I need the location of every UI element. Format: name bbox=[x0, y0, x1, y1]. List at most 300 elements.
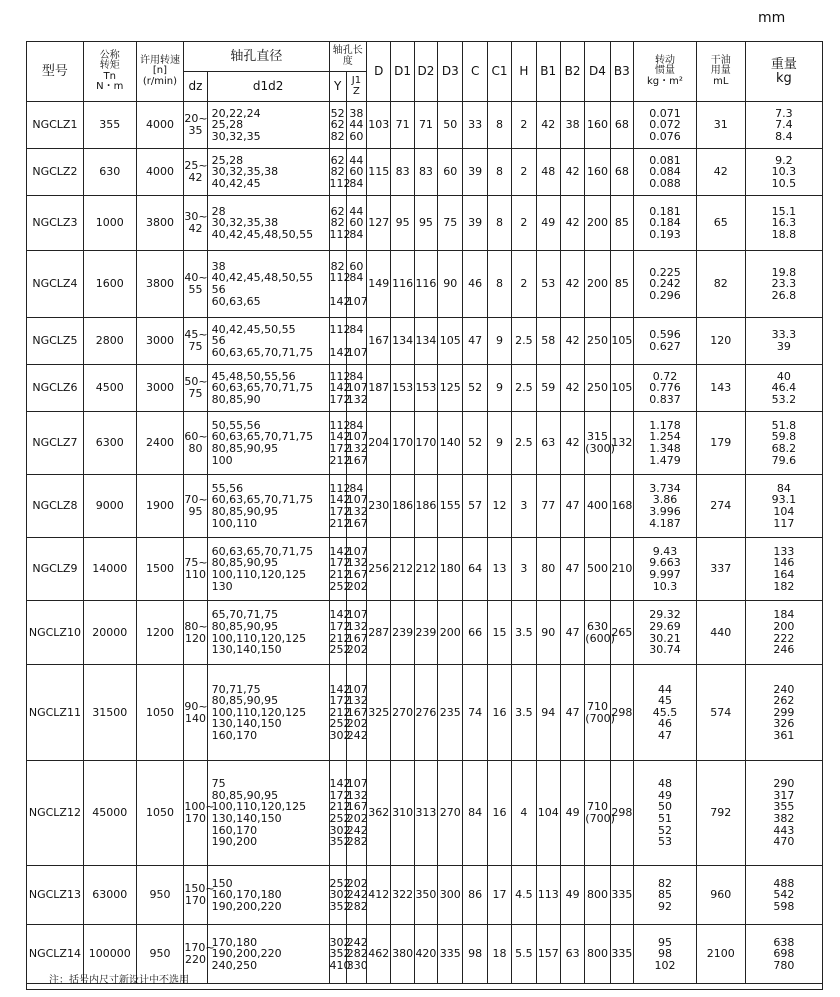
table-row bbox=[27, 475, 823, 538]
cell-H: 2 bbox=[512, 102, 536, 149]
cell-H: 3 bbox=[512, 538, 536, 601]
cell-D4: 800 bbox=[585, 925, 610, 984]
cell-B3: 105 bbox=[610, 365, 633, 412]
cell-dz: 80~ 120 bbox=[184, 601, 207, 665]
cell-B1: 104 bbox=[536, 761, 560, 866]
cell-D3: 90 bbox=[438, 251, 463, 318]
cell-speed: 3000 bbox=[136, 318, 184, 365]
cell-d: 28 30,32,35,38 40,42,45,48,50,55 bbox=[207, 196, 329, 251]
table-body bbox=[27, 102, 823, 984]
cell-C1: 8 bbox=[487, 102, 511, 149]
cell-H: 3.5 bbox=[512, 665, 536, 761]
cell-dz: 60~ 80 bbox=[184, 412, 207, 475]
cell-weight: 51.8 59.8 68.2 79.6 bbox=[745, 412, 822, 475]
cell-Y: 252 302 352 bbox=[329, 866, 346, 925]
cell-B2: 42 bbox=[560, 318, 584, 365]
cell-D2: 116 bbox=[414, 251, 437, 318]
cell-model: NGCLZ8 bbox=[27, 475, 84, 538]
cell-J: 107 132 167 202 242 bbox=[346, 665, 366, 761]
cell-Y: 112 142 172 212 bbox=[329, 475, 346, 538]
cell-model: NGCLZ2 bbox=[27, 149, 84, 196]
cell-weight: 33.3 39 bbox=[745, 318, 822, 365]
cell-D3: 235 bbox=[438, 665, 463, 761]
cell-speed: 1050 bbox=[136, 761, 184, 866]
cell-Y: 142 172 212 252 bbox=[329, 538, 346, 601]
cell-D1: 380 bbox=[391, 925, 414, 984]
cell-weight: 488 542 598 bbox=[745, 866, 822, 925]
cell-D: 127 bbox=[367, 196, 391, 251]
table-row bbox=[27, 318, 823, 365]
cell-B3: 168 bbox=[610, 475, 633, 538]
cell-C1: 16 bbox=[487, 665, 511, 761]
cell-inertia: 1.178 1.254 1.348 1.479 bbox=[634, 412, 697, 475]
header-weight: 重量 kg bbox=[745, 42, 822, 102]
cell-inertia: 0.72 0.776 0.837 bbox=[634, 365, 697, 412]
cell-D2: 239 bbox=[414, 601, 437, 665]
header-torque: 公称 转矩 Tn N・m bbox=[83, 42, 136, 102]
cell-model: NGCLZ7 bbox=[27, 412, 84, 475]
cell-J: 202 242 282 bbox=[346, 866, 366, 925]
cell-B2: 63 bbox=[560, 925, 584, 984]
cell-D1: 186 bbox=[391, 475, 414, 538]
cell-oil: 42 bbox=[696, 149, 745, 196]
cell-C1: 12 bbox=[487, 475, 511, 538]
cell-torque: 355 bbox=[83, 102, 136, 149]
cell-D1: 239 bbox=[391, 601, 414, 665]
cell-speed: 1200 bbox=[136, 601, 184, 665]
cell-B1: 58 bbox=[536, 318, 560, 365]
table-row bbox=[27, 601, 823, 665]
cell-D2: 313 bbox=[414, 761, 437, 866]
header-oil: 干油 用量 mL bbox=[696, 42, 745, 102]
cell-torque: 63000 bbox=[83, 866, 136, 925]
cell-D4: 250 bbox=[585, 318, 610, 365]
cell-C: 98 bbox=[463, 925, 487, 984]
cell-B1: 53 bbox=[536, 251, 560, 318]
cell-model: NGCLZ5 bbox=[27, 318, 84, 365]
table-row bbox=[27, 149, 823, 196]
cell-model: NGCLZ1 bbox=[27, 102, 84, 149]
cell-B1: 63 bbox=[536, 412, 560, 475]
cell-D: 149 bbox=[367, 251, 391, 318]
cell-C: 46 bbox=[463, 251, 487, 318]
header-D4: D4 bbox=[585, 42, 610, 102]
cell-B2: 47 bbox=[560, 475, 584, 538]
header-D1: D1 bbox=[391, 42, 414, 102]
cell-Y: 142 172 212 252 302 bbox=[329, 665, 346, 761]
cell-dz: 75~ 110 bbox=[184, 538, 207, 601]
cell-B2: 49 bbox=[560, 761, 584, 866]
cell-Y: 142 172 212 252 bbox=[329, 601, 346, 665]
cell-D1: 95 bbox=[391, 196, 414, 251]
cell-speed: 1900 bbox=[136, 475, 184, 538]
cell-Y: 112 142 172 bbox=[329, 365, 346, 412]
cell-weight: 184 200 222 246 bbox=[745, 601, 822, 665]
cell-oil: 31 bbox=[696, 102, 745, 149]
cell-model: NGCLZ12 bbox=[27, 761, 84, 866]
cell-oil: 574 bbox=[696, 665, 745, 761]
cell-D3: 60 bbox=[438, 149, 463, 196]
cell-d: 38 40,42,45,48,50,55 56 60,63,65 bbox=[207, 251, 329, 318]
header-model: 型号 bbox=[27, 42, 84, 102]
cell-D: 103 bbox=[367, 102, 391, 149]
cell-weight: 15.1 16.3 18.8 bbox=[745, 196, 822, 251]
cell-Y: 82 112 142 bbox=[329, 251, 346, 318]
cell-J: 84 107 132 167 bbox=[346, 412, 366, 475]
cell-D1: 212 bbox=[391, 538, 414, 601]
header-C: C bbox=[463, 42, 487, 102]
cell-C: 39 bbox=[463, 149, 487, 196]
cell-D2: 170 bbox=[414, 412, 437, 475]
cell-H: 2.5 bbox=[512, 365, 536, 412]
cell-D1: 322 bbox=[391, 866, 414, 925]
cell-speed: 3800 bbox=[136, 251, 184, 318]
cell-C: 52 bbox=[463, 365, 487, 412]
header-bore-diameter: 轴孔直径 bbox=[184, 42, 329, 72]
cell-oil: 274 bbox=[696, 475, 745, 538]
header-dz: dz bbox=[184, 72, 207, 102]
coupling-spec-table bbox=[26, 41, 823, 984]
cell-D2: 212 bbox=[414, 538, 437, 601]
cell-D4: 800 bbox=[585, 866, 610, 925]
cell-model: NGCLZ9 bbox=[27, 538, 84, 601]
cell-inertia: 9.43 9.663 9.997 10.3 bbox=[634, 538, 697, 601]
cell-model: NGCLZ6 bbox=[27, 365, 84, 412]
cell-C1: 17 bbox=[487, 866, 511, 925]
cell-D2: 134 bbox=[414, 318, 437, 365]
cell-J: 84 107 132 bbox=[346, 365, 366, 412]
table-row bbox=[27, 538, 823, 601]
cell-D4: 200 bbox=[585, 196, 610, 251]
cell-d: 40,42,45,50,55 56 60,63,65,70,71,75 bbox=[207, 318, 329, 365]
cell-B3: 210 bbox=[610, 538, 633, 601]
cell-D3: 125 bbox=[438, 365, 463, 412]
cell-H: 2.5 bbox=[512, 412, 536, 475]
cell-D: 462 bbox=[367, 925, 391, 984]
cell-oil: 792 bbox=[696, 761, 745, 866]
cell-oil: 440 bbox=[696, 601, 745, 665]
cell-inertia: 48 49 50 51 52 53 bbox=[634, 761, 697, 866]
cell-B1: 157 bbox=[536, 925, 560, 984]
cell-D2: 350 bbox=[414, 866, 437, 925]
cell-d: 65,70,71,75 80,85,90,95 100,110,120,125 130,140,150 bbox=[207, 601, 329, 665]
cell-J: 44 60 84 bbox=[346, 196, 366, 251]
cell-B2: 42 bbox=[560, 365, 584, 412]
cell-D: 187 bbox=[367, 365, 391, 412]
header-B1: B1 bbox=[536, 42, 560, 102]
cell-model: NGCLZ4 bbox=[27, 251, 84, 318]
cell-oil: 65 bbox=[696, 196, 745, 251]
cell-H: 2 bbox=[512, 251, 536, 318]
footnote: 注：括号内尺寸新设计中不选用 bbox=[26, 972, 823, 990]
table-row bbox=[27, 761, 823, 866]
header-J1Z: J1 Z bbox=[346, 72, 366, 102]
cell-inertia: 95 98 102 bbox=[634, 925, 697, 984]
header-D: D bbox=[367, 42, 391, 102]
cell-D1: 134 bbox=[391, 318, 414, 365]
cell-H: 5.5 bbox=[512, 925, 536, 984]
cell-J: 44 60 84 bbox=[346, 149, 366, 196]
cell-D3: 155 bbox=[438, 475, 463, 538]
cell-D2: 186 bbox=[414, 475, 437, 538]
header-B2: B2 bbox=[560, 42, 584, 102]
cell-oil: 960 bbox=[696, 866, 745, 925]
cell-D1: 153 bbox=[391, 365, 414, 412]
cell-speed: 2400 bbox=[136, 412, 184, 475]
cell-oil: 82 bbox=[696, 251, 745, 318]
cell-C1: 8 bbox=[487, 196, 511, 251]
cell-B3: 298 bbox=[610, 761, 633, 866]
cell-D: 287 bbox=[367, 601, 391, 665]
cell-inertia: 3.734 3.86 3.996 4.187 bbox=[634, 475, 697, 538]
cell-D4: 160 bbox=[585, 149, 610, 196]
cell-oil: 179 bbox=[696, 412, 745, 475]
cell-torque: 6300 bbox=[83, 412, 136, 475]
cell-Y: 62 82 112 bbox=[329, 149, 346, 196]
cell-oil: 337 bbox=[696, 538, 745, 601]
cell-d: 25,28 30,32,35,38 40,42,45 bbox=[207, 149, 329, 196]
cell-B1: 59 bbox=[536, 365, 560, 412]
cell-D3: 50 bbox=[438, 102, 463, 149]
cell-speed: 3000 bbox=[136, 365, 184, 412]
cell-C1: 8 bbox=[487, 251, 511, 318]
cell-D2: 153 bbox=[414, 365, 437, 412]
header-bore-length: 轴孔长度 bbox=[329, 42, 367, 72]
cell-dz: 70~ 95 bbox=[184, 475, 207, 538]
cell-torque: 31500 bbox=[83, 665, 136, 761]
cell-B3: 68 bbox=[610, 102, 633, 149]
cell-D: 230 bbox=[367, 475, 391, 538]
cell-D4: 710 (700) bbox=[585, 761, 610, 866]
cell-torque: 100000 bbox=[83, 925, 136, 984]
cell-d: 70,71,75 80,85,90,95 100,110,120,125 130,140,150 160,170 bbox=[207, 665, 329, 761]
cell-speed: 950 bbox=[136, 866, 184, 925]
cell-D4: 400 bbox=[585, 475, 610, 538]
cell-D3: 200 bbox=[438, 601, 463, 665]
cell-model: NGCLZ11 bbox=[27, 665, 84, 761]
cell-speed: 1050 bbox=[136, 665, 184, 761]
cell-D4: 315 (300) bbox=[585, 412, 610, 475]
cell-D1: 71 bbox=[391, 102, 414, 149]
cell-B3: 335 bbox=[610, 866, 633, 925]
table-row bbox=[27, 365, 823, 412]
cell-B3: 132 bbox=[610, 412, 633, 475]
header-D2: D2 bbox=[414, 42, 437, 102]
cell-B2: 42 bbox=[560, 251, 584, 318]
cell-D4: 160 bbox=[585, 102, 610, 149]
cell-d: 50,55,56 60,63,65,70,71,75 80,85,90,95 100 bbox=[207, 412, 329, 475]
cell-dz: 100~ 170 bbox=[184, 761, 207, 866]
cell-D3: 105 bbox=[438, 318, 463, 365]
cell-torque: 630 bbox=[83, 149, 136, 196]
cell-C1: 8 bbox=[487, 149, 511, 196]
cell-D3: 180 bbox=[438, 538, 463, 601]
cell-dz: 150~ 170 bbox=[184, 866, 207, 925]
cell-torque: 4500 bbox=[83, 365, 136, 412]
cell-model: NGCLZ3 bbox=[27, 196, 84, 251]
cell-weight: 638 698 780 bbox=[745, 925, 822, 984]
cell-dz: 170~ 220 bbox=[184, 925, 207, 984]
cell-C: 66 bbox=[463, 601, 487, 665]
cell-torque: 14000 bbox=[83, 538, 136, 601]
cell-D3: 140 bbox=[438, 412, 463, 475]
cell-B2: 49 bbox=[560, 866, 584, 925]
cell-B3: 298 bbox=[610, 665, 633, 761]
cell-dz: 45~ 75 bbox=[184, 318, 207, 365]
cell-d: 60,63,65,70,71,75 80,85,90,95 100,110,120,125 130 bbox=[207, 538, 329, 601]
cell-Y: 112 142 bbox=[329, 318, 346, 365]
cell-Y: 62 82 112 bbox=[329, 196, 346, 251]
cell-C: 33 bbox=[463, 102, 487, 149]
cell-dz: 50~ 75 bbox=[184, 365, 207, 412]
cell-B1: 48 bbox=[536, 149, 560, 196]
cell-D2: 71 bbox=[414, 102, 437, 149]
cell-speed: 1500 bbox=[136, 538, 184, 601]
cell-oil: 143 bbox=[696, 365, 745, 412]
cell-J: 107 132 167 202 bbox=[346, 538, 366, 601]
header-d1d2: d1d2 bbox=[207, 72, 329, 102]
cell-H: 2.5 bbox=[512, 318, 536, 365]
cell-D2: 420 bbox=[414, 925, 437, 984]
cell-weight: 9.2 10.3 10.5 bbox=[745, 149, 822, 196]
cell-B2: 42 bbox=[560, 412, 584, 475]
cell-H: 3 bbox=[512, 475, 536, 538]
cell-B3: 265 bbox=[610, 601, 633, 665]
cell-d: 75 80,85,90,95 100,110,120,125 130,140,150 160,170 190,200 bbox=[207, 761, 329, 866]
cell-D: 362 bbox=[367, 761, 391, 866]
cell-inertia: 82 85 92 bbox=[634, 866, 697, 925]
cell-B3: 68 bbox=[610, 149, 633, 196]
cell-D3: 270 bbox=[438, 761, 463, 866]
cell-inertia: 0.596 0.627 bbox=[634, 318, 697, 365]
cell-inertia: 0.225 0.242 0.296 bbox=[634, 251, 697, 318]
cell-d: 55,56 60,63,65,70,71,75 80,85,90,95 100,110 bbox=[207, 475, 329, 538]
cell-D: 204 bbox=[367, 412, 391, 475]
cell-weight: 290 317 355 382 443 470 bbox=[745, 761, 822, 866]
unit-label: mm bbox=[758, 10, 786, 26]
cell-weight: 40 46.4 53.2 bbox=[745, 365, 822, 412]
table-row bbox=[27, 412, 823, 475]
cell-Y: 112 142 172 212 bbox=[329, 412, 346, 475]
cell-B2: 42 bbox=[560, 196, 584, 251]
cell-oil: 120 bbox=[696, 318, 745, 365]
cell-B2: 47 bbox=[560, 601, 584, 665]
cell-B1: 94 bbox=[536, 665, 560, 761]
cell-weight: 84 93.1 104 117 bbox=[745, 475, 822, 538]
cell-D: 167 bbox=[367, 318, 391, 365]
cell-Y: 52 62 82 bbox=[329, 102, 346, 149]
table-row bbox=[27, 196, 823, 251]
cell-C: 74 bbox=[463, 665, 487, 761]
cell-C: 64 bbox=[463, 538, 487, 601]
header-B3: B3 bbox=[610, 42, 633, 102]
cell-J: 84 107 bbox=[346, 318, 366, 365]
cell-D: 325 bbox=[367, 665, 391, 761]
cell-inertia: 0.181 0.184 0.193 bbox=[634, 196, 697, 251]
cell-B1: 80 bbox=[536, 538, 560, 601]
cell-H: 2 bbox=[512, 149, 536, 196]
cell-H: 4 bbox=[512, 761, 536, 866]
header-inertia: 转动 惯量 kg・m² bbox=[634, 42, 697, 102]
cell-H: 2 bbox=[512, 196, 536, 251]
cell-D3: 300 bbox=[438, 866, 463, 925]
cell-C1: 9 bbox=[487, 365, 511, 412]
cell-d: 45,48,50,55,56 60,63,65,70,71,75 80,85,90 bbox=[207, 365, 329, 412]
header-D3: D3 bbox=[438, 42, 463, 102]
cell-d: 150 160,170,180 190,200,220 bbox=[207, 866, 329, 925]
header-Y: Y bbox=[329, 72, 346, 102]
cell-model: NGCLZ14 bbox=[27, 925, 84, 984]
cell-J: 38 44 60 bbox=[346, 102, 366, 149]
cell-B3: 85 bbox=[610, 196, 633, 251]
cell-torque: 20000 bbox=[83, 601, 136, 665]
cell-inertia: 29.32 29.69 30.21 30.74 bbox=[634, 601, 697, 665]
cell-speed: 950 bbox=[136, 925, 184, 984]
cell-dz: 30~ 42 bbox=[184, 196, 207, 251]
cell-B1: 113 bbox=[536, 866, 560, 925]
cell-C: 47 bbox=[463, 318, 487, 365]
cell-dz: 40~ 55 bbox=[184, 251, 207, 318]
cell-B2: 38 bbox=[560, 102, 584, 149]
cell-Y: 302 352 410 bbox=[329, 925, 346, 984]
cell-D1: 83 bbox=[391, 149, 414, 196]
cell-C: 57 bbox=[463, 475, 487, 538]
cell-C1: 16 bbox=[487, 761, 511, 866]
cell-C: 52 bbox=[463, 412, 487, 475]
cell-D1: 310 bbox=[391, 761, 414, 866]
cell-B2: 42 bbox=[560, 149, 584, 196]
cell-weight: 240 262 299 326 361 bbox=[745, 665, 822, 761]
header-C1: C1 bbox=[487, 42, 511, 102]
cell-D2: 95 bbox=[414, 196, 437, 251]
cell-inertia: 0.081 0.084 0.088 bbox=[634, 149, 697, 196]
cell-D4: 200 bbox=[585, 251, 610, 318]
cell-B2: 47 bbox=[560, 665, 584, 761]
cell-dz: 20~ 35 bbox=[184, 102, 207, 149]
cell-D1: 170 bbox=[391, 412, 414, 475]
header-speed: 许用转速 [n] (r/min) bbox=[136, 42, 184, 102]
cell-C1: 9 bbox=[487, 318, 511, 365]
cell-model: NGCLZ13 bbox=[27, 866, 84, 925]
cell-C1: 9 bbox=[487, 412, 511, 475]
cell-D: 115 bbox=[367, 149, 391, 196]
cell-torque: 1000 bbox=[83, 196, 136, 251]
cell-B1: 77 bbox=[536, 475, 560, 538]
cell-B3: 85 bbox=[610, 251, 633, 318]
cell-D1: 270 bbox=[391, 665, 414, 761]
cell-D4: 500 bbox=[585, 538, 610, 601]
table-row bbox=[27, 102, 823, 149]
cell-J: 242 282 330 bbox=[346, 925, 366, 984]
cell-d: 20,22,24 25,28 30,32,35 bbox=[207, 102, 329, 149]
cell-speed: 4000 bbox=[136, 102, 184, 149]
cell-C: 86 bbox=[463, 866, 487, 925]
header-H: H bbox=[512, 42, 536, 102]
cell-inertia: 0.071 0.072 0.076 bbox=[634, 102, 697, 149]
cell-C1: 18 bbox=[487, 925, 511, 984]
cell-torque: 2800 bbox=[83, 318, 136, 365]
cell-D: 256 bbox=[367, 538, 391, 601]
cell-D4: 710 (700) bbox=[585, 665, 610, 761]
cell-weight: 133 146 164 182 bbox=[745, 538, 822, 601]
cell-D3: 335 bbox=[438, 925, 463, 984]
cell-C: 39 bbox=[463, 196, 487, 251]
cell-B3: 335 bbox=[610, 925, 633, 984]
table-row bbox=[27, 665, 823, 761]
cell-dz: 90~ 140 bbox=[184, 665, 207, 761]
cell-D1: 116 bbox=[391, 251, 414, 318]
cell-C: 84 bbox=[463, 761, 487, 866]
